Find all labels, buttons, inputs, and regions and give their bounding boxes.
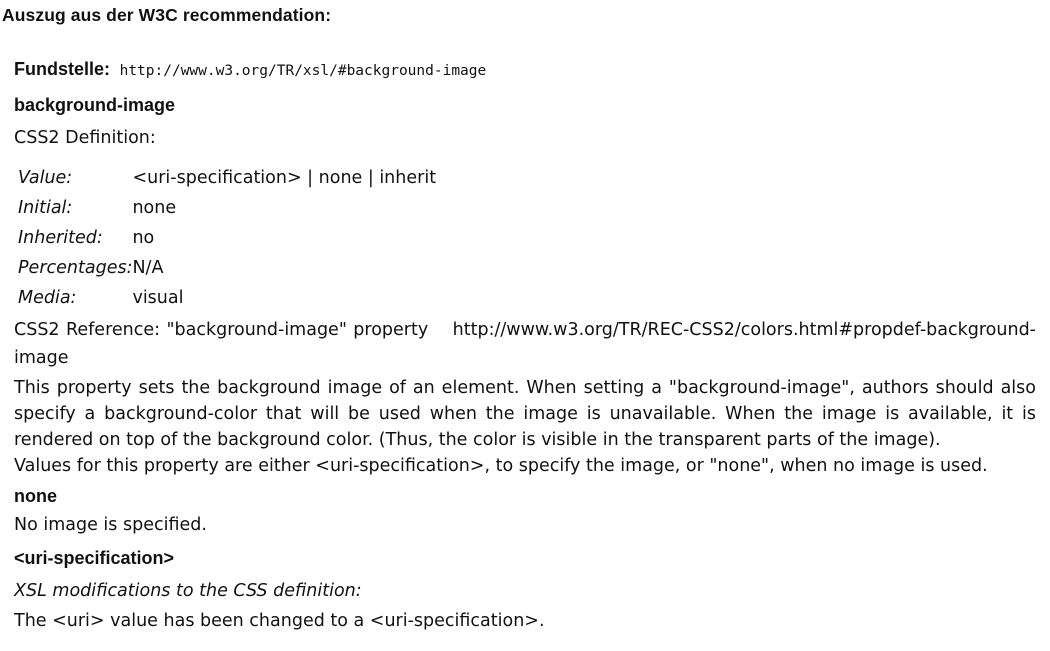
value-key: Value: <box>18 168 73 188</box>
description-paragraph: This property sets the background image of an element. When setting a "background-image", authors should also specify a background-color that will be used when the image is unavailable. When the image is available, it is rendered on top of the background color. (Thus, the color is visible in the transparent parts of the image). <box>14 378 1036 450</box>
css2-reference <box>14 316 1036 372</box>
uri-changed-note: The <uri> value has been changed to a <uri-specification>. <box>14 611 545 631</box>
page-heading: Auszug aus der W3C recommendation: <box>2 5 332 25</box>
source-reference <box>14 59 486 80</box>
definition-row <box>18 283 436 313</box>
definition-table <box>18 163 436 313</box>
definition-row <box>18 163 436 193</box>
value-value: <uri-specification> | none | inherit <box>132 168 437 188</box>
percentages-key: Percentages: <box>18 258 133 278</box>
inherited-value: no <box>132 228 155 248</box>
media-key: Media: <box>18 288 77 308</box>
initial-key: Initial: <box>18 198 73 218</box>
initial-value: none <box>132 198 177 218</box>
definition-row <box>18 193 436 223</box>
definition-row <box>18 253 436 283</box>
none-value-description: No image is specified. <box>14 515 207 535</box>
xsl-modifications-label: XSL modifications to the CSS definition: <box>14 581 362 601</box>
property-name: background-image <box>14 95 176 115</box>
definition-row <box>18 223 436 253</box>
media-value: visual <box>132 288 184 308</box>
css2-reference-text: CSS2 Reference: "background-image" property <box>14 320 429 340</box>
uri-specification-heading: <uri-specification> <box>14 548 175 568</box>
source-url-link[interactable]: http://www.w3.org/TR/xsl/#background-image <box>119 63 487 79</box>
none-value-heading: none <box>14 486 57 506</box>
values-paragraph: Values for this property are either <uri-specification>, to specify the image, or "none", when no image is used. <box>14 456 988 476</box>
inherited-key: Inherited: <box>18 228 103 248</box>
css2-reference-link[interactable]: http://www.w3.org/TR/REC-CSS2/colors.html#propdef-background-image <box>14 320 1036 368</box>
source-label: Fundstelle: <box>14 59 111 79</box>
percentages-value: N/A <box>132 258 164 278</box>
css2-definition-label: CSS2 Definition: <box>14 128 156 148</box>
